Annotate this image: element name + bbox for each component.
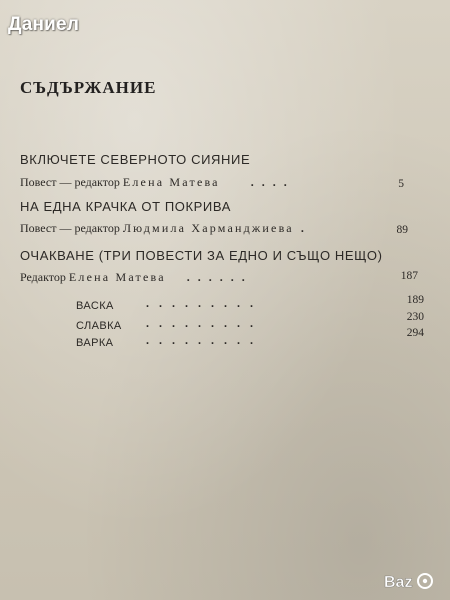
toc-sub-entry-1-leader: ......... — [146, 296, 263, 310]
toc-sub-entry-2-page: 230 — [406, 311, 424, 323]
toc-sub-entry-1-title: ВАСКА — [76, 300, 114, 312]
toc-entry-3-leader: ...... — [186, 270, 253, 284]
toc-sub-entry-3-title: ВАРКА — [76, 337, 114, 349]
toc-heading: СЪДЪРЖАНИЕ — [20, 78, 157, 97]
toc-sub-entry-2-leader: ......... — [146, 316, 263, 330]
bazar-logo — [380, 568, 444, 594]
toc-entry-3-title: ОЧАКВАНЕ (ТРИ ПОВЕСТИ ЗА ЕДНО И СЪЩО НЕЩО) — [20, 248, 383, 263]
svg-text:Baz: Baz — [384, 574, 413, 591]
toc-entry-2-leader: . — [300, 221, 312, 235]
toc-entry-3-line — [20, 270, 253, 285]
toc-entry-2-editor: Людмила Харманджиева — [122, 221, 294, 235]
uploader-watermark: Даниел — [8, 14, 80, 35]
toc-sub-entry-1-page: 189 — [406, 294, 424, 306]
toc-sub-entry-3-leader: ......... — [146, 333, 263, 347]
toc-sub-entry-2-title: СЛАВКА — [76, 320, 122, 332]
toc-entry-1-page: 5 — [398, 178, 404, 190]
toc-entry-1-editor: Елена Матева — [122, 175, 220, 189]
toc-entry-1-line — [20, 175, 295, 190]
toc-entry-1-prefix: Повест — редактор — [20, 175, 120, 189]
toc-entry-1-leader: .... — [250, 175, 295, 189]
toc-entry-2-page: 89 — [396, 224, 408, 236]
toc-entry-1-title: ВКЛЮЧЕТЕ СЕВЕРНОТО СИЯНИЕ — [20, 152, 251, 167]
toc-entry-2-line — [20, 221, 312, 236]
toc-entry-2-title: НА ЕДНА КРАЧКА ОТ ПОКРИВА — [20, 199, 231, 214]
toc-entry-3-editor: Елена Матева — [68, 270, 166, 284]
toc-entry-2-prefix: Повест — редактор — [20, 221, 120, 235]
toc-sub-entry-3-page: 294 — [406, 327, 424, 339]
toc-entry-3-prefix: Редактор — [20, 270, 66, 284]
toc-entry-3-page: 187 — [400, 270, 418, 282]
